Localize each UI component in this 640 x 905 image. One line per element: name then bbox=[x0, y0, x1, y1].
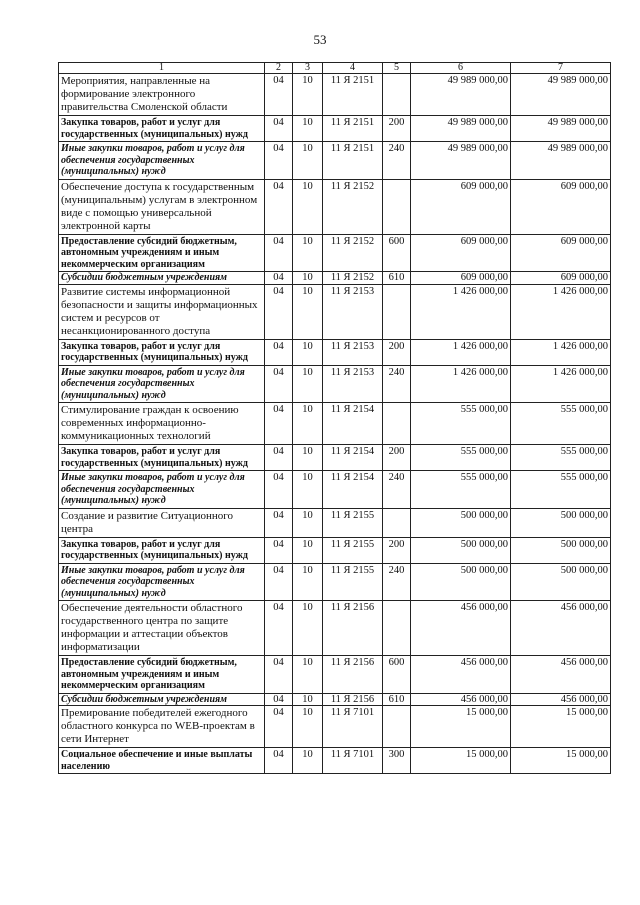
row-description: Развитие системы информационной безопасности и защиты информационных систем и ресурсов от несанкционированного доступа bbox=[59, 284, 265, 339]
row-amount-col6: 15 000,00 bbox=[411, 706, 511, 748]
row-expense-type bbox=[383, 284, 411, 339]
row-target-article: 11 Я 2155 bbox=[323, 537, 383, 563]
row-expense-type bbox=[383, 601, 411, 656]
row-section-code: 04 bbox=[265, 74, 293, 116]
row-description: Обеспечение деятельности областного государственного центра по защите информации и аттестации объектов информатизации bbox=[59, 601, 265, 656]
table-row bbox=[59, 234, 611, 272]
row-subsection-code: 10 bbox=[293, 601, 323, 656]
row-target-article: 11 Я 2152 bbox=[323, 272, 383, 285]
row-section-code: 04 bbox=[265, 656, 293, 694]
row-subsection-code: 10 bbox=[293, 563, 323, 601]
table-row bbox=[59, 508, 611, 537]
row-expense-type: 200 bbox=[383, 537, 411, 563]
row-section-code: 04 bbox=[265, 142, 293, 180]
row-section-code: 04 bbox=[265, 706, 293, 748]
row-subsection-code: 10 bbox=[293, 656, 323, 694]
row-amount-col6: 456 000,00 bbox=[411, 601, 511, 656]
row-subsection-code: 10 bbox=[293, 116, 323, 142]
row-section-code: 04 bbox=[265, 365, 293, 403]
row-target-article: 11 Я 2151 bbox=[323, 116, 383, 142]
row-description: Иные закупки товаров, работ и услуг для обеспечения государственных (муниципальных) нужд bbox=[59, 142, 265, 180]
row-section-code: 04 bbox=[265, 748, 293, 774]
row-amount-col6: 49 989 000,00 bbox=[411, 116, 511, 142]
row-amount-col6: 1 426 000,00 bbox=[411, 365, 511, 403]
table-row bbox=[59, 706, 611, 748]
row-amount-col6: 1 426 000,00 bbox=[411, 339, 511, 365]
row-amount-col7: 555 000,00 bbox=[511, 445, 611, 471]
row-target-article: 11 Я 7101 bbox=[323, 706, 383, 748]
table-row bbox=[59, 116, 611, 142]
row-subsection-code: 10 bbox=[293, 706, 323, 748]
row-subsection-code: 10 bbox=[293, 74, 323, 116]
row-amount-col7: 15 000,00 bbox=[511, 748, 611, 774]
budget-table bbox=[58, 62, 611, 774]
table-row bbox=[59, 142, 611, 180]
row-subsection-code: 10 bbox=[293, 272, 323, 285]
row-description: Субсидии бюджетным учреждениям bbox=[59, 693, 265, 706]
row-amount-col7: 49 989 000,00 bbox=[511, 116, 611, 142]
row-section-code: 04 bbox=[265, 563, 293, 601]
table-row bbox=[59, 339, 611, 365]
row-description: Иные закупки товаров, работ и услуг для обеспечения государственных (муниципальных) нужд bbox=[59, 471, 265, 509]
row-section-code: 04 bbox=[265, 537, 293, 563]
table-row bbox=[59, 537, 611, 563]
column-header-3: 3 bbox=[293, 63, 323, 74]
row-subsection-code: 10 bbox=[293, 234, 323, 272]
row-section-code: 04 bbox=[265, 234, 293, 272]
row-description: Закупка товаров, работ и услуг для государственных (муниципальных) нужд bbox=[59, 445, 265, 471]
table-row bbox=[59, 445, 611, 471]
row-target-article: 11 Я 7101 bbox=[323, 748, 383, 774]
row-amount-col6: 555 000,00 bbox=[411, 403, 511, 445]
column-header-5: 5 bbox=[383, 63, 411, 74]
row-target-article: 11 Я 2152 bbox=[323, 234, 383, 272]
row-section-code: 04 bbox=[265, 284, 293, 339]
table-row bbox=[59, 272, 611, 285]
table-row bbox=[59, 74, 611, 116]
row-expense-type: 240 bbox=[383, 563, 411, 601]
row-target-article: 11 Я 2152 bbox=[323, 179, 383, 234]
row-amount-col6: 555 000,00 bbox=[411, 471, 511, 509]
row-description: Закупка товаров, работ и услуг для государственных (муниципальных) нужд bbox=[59, 339, 265, 365]
row-amount-col6: 555 000,00 bbox=[411, 445, 511, 471]
row-amount-col7: 456 000,00 bbox=[511, 693, 611, 706]
row-subsection-code: 10 bbox=[293, 142, 323, 180]
row-subsection-code: 10 bbox=[293, 179, 323, 234]
row-expense-type: 610 bbox=[383, 272, 411, 285]
row-expense-type: 200 bbox=[383, 339, 411, 365]
row-amount-col7: 555 000,00 bbox=[511, 471, 611, 509]
row-amount-col6: 609 000,00 bbox=[411, 234, 511, 272]
row-expense-type: 600 bbox=[383, 234, 411, 272]
row-description: Обеспечение доступа к государственным (муниципальным) услугам в электронном виде с помощью универсальной электронной карты bbox=[59, 179, 265, 234]
table-row bbox=[59, 179, 611, 234]
table-row bbox=[59, 563, 611, 601]
row-description: Закупка товаров, работ и услуг для государственных (муниципальных) нужд bbox=[59, 116, 265, 142]
row-amount-col6: 500 000,00 bbox=[411, 563, 511, 601]
column-header-7: 7 bbox=[511, 63, 611, 74]
table-body bbox=[59, 63, 611, 774]
column-header-4: 4 bbox=[323, 63, 383, 74]
table-row bbox=[59, 471, 611, 509]
page-number: 53 bbox=[313, 32, 327, 47]
row-amount-col7: 609 000,00 bbox=[511, 272, 611, 285]
row-expense-type bbox=[383, 179, 411, 234]
row-section-code: 04 bbox=[265, 403, 293, 445]
row-amount-col7: 500 000,00 bbox=[511, 537, 611, 563]
column-header-1: 1 bbox=[59, 63, 265, 74]
row-amount-col6: 609 000,00 bbox=[411, 272, 511, 285]
row-amount-col7: 609 000,00 bbox=[511, 179, 611, 234]
row-expense-type: 240 bbox=[383, 471, 411, 509]
row-description: Премирование победителей ежегодного областного конкурса по WEB-проектам в сети Интернет bbox=[59, 706, 265, 748]
row-target-article: 11 Я 2155 bbox=[323, 508, 383, 537]
row-section-code: 04 bbox=[265, 471, 293, 509]
row-description: Стимулирование граждан к освоению современных информационно-коммуникационных технологий bbox=[59, 403, 265, 445]
row-target-article: 11 Я 2154 bbox=[323, 403, 383, 445]
row-subsection-code: 10 bbox=[293, 537, 323, 563]
row-section-code: 04 bbox=[265, 508, 293, 537]
row-expense-type bbox=[383, 74, 411, 116]
row-target-article: 11 Я 2155 bbox=[323, 563, 383, 601]
table-row bbox=[59, 284, 611, 339]
row-subsection-code: 10 bbox=[293, 748, 323, 774]
row-amount-col7: 456 000,00 bbox=[511, 601, 611, 656]
row-amount-col6: 49 989 000,00 bbox=[411, 142, 511, 180]
row-expense-type: 610 bbox=[383, 693, 411, 706]
column-header-6: 6 bbox=[411, 63, 511, 74]
row-amount-col7: 456 000,00 bbox=[511, 656, 611, 694]
row-target-article: 11 Я 2154 bbox=[323, 471, 383, 509]
row-amount-col6: 49 989 000,00 bbox=[411, 74, 511, 116]
row-target-article: 11 Я 2151 bbox=[323, 142, 383, 180]
row-amount-col7: 555 000,00 bbox=[511, 403, 611, 445]
row-target-article: 11 Я 2153 bbox=[323, 339, 383, 365]
row-subsection-code: 10 bbox=[293, 339, 323, 365]
row-description: Создание и развитие Ситуационного центра bbox=[59, 508, 265, 537]
row-subsection-code: 10 bbox=[293, 403, 323, 445]
row-description: Предоставление субсидий бюджетным, автономным учреждениям и иным некоммерческим организациям bbox=[59, 656, 265, 694]
table-row bbox=[59, 693, 611, 706]
row-amount-col7: 1 426 000,00 bbox=[511, 284, 611, 339]
row-target-article: 11 Я 2154 bbox=[323, 445, 383, 471]
row-expense-type bbox=[383, 403, 411, 445]
row-description: Субсидии бюджетным учреждениям bbox=[59, 272, 265, 285]
row-expense-type: 200 bbox=[383, 445, 411, 471]
table-row bbox=[59, 601, 611, 656]
row-section-code: 04 bbox=[265, 272, 293, 285]
row-expense-type: 600 bbox=[383, 656, 411, 694]
row-target-article: 11 Я 2153 bbox=[323, 365, 383, 403]
row-expense-type bbox=[383, 508, 411, 537]
table-row bbox=[59, 365, 611, 403]
row-subsection-code: 10 bbox=[293, 693, 323, 706]
row-target-article: 11 Я 2156 bbox=[323, 656, 383, 694]
table-row bbox=[59, 403, 611, 445]
row-section-code: 04 bbox=[265, 116, 293, 142]
table-row bbox=[59, 656, 611, 694]
row-subsection-code: 10 bbox=[293, 471, 323, 509]
row-subsection-code: 10 bbox=[293, 284, 323, 339]
row-expense-type bbox=[383, 706, 411, 748]
row-expense-type: 240 bbox=[383, 365, 411, 403]
row-amount-col6: 1 426 000,00 bbox=[411, 284, 511, 339]
row-section-code: 04 bbox=[265, 601, 293, 656]
row-expense-type: 240 bbox=[383, 142, 411, 180]
column-header-2: 2 bbox=[265, 63, 293, 74]
row-description: Иные закупки товаров, работ и услуг для обеспечения государственных (муниципальных) нужд bbox=[59, 365, 265, 403]
row-subsection-code: 10 bbox=[293, 365, 323, 403]
table-row bbox=[59, 748, 611, 774]
row-amount-col6: 500 000,00 bbox=[411, 537, 511, 563]
row-target-article: 11 Я 2156 bbox=[323, 693, 383, 706]
row-amount-col6: 456 000,00 bbox=[411, 656, 511, 694]
row-expense-type: 300 bbox=[383, 748, 411, 774]
row-amount-col6: 500 000,00 bbox=[411, 508, 511, 537]
row-amount-col7: 500 000,00 bbox=[511, 563, 611, 601]
row-amount-col7: 1 426 000,00 bbox=[511, 365, 611, 403]
row-target-article: 11 Я 2151 bbox=[323, 74, 383, 116]
row-amount-col7: 609 000,00 bbox=[511, 234, 611, 272]
row-expense-type: 200 bbox=[383, 116, 411, 142]
table-header-row bbox=[59, 63, 611, 74]
row-amount-col6: 456 000,00 bbox=[411, 693, 511, 706]
row-target-article: 11 Я 2156 bbox=[323, 601, 383, 656]
row-target-article: 11 Я 2153 bbox=[323, 284, 383, 339]
row-description: Иные закупки товаров, работ и услуг для обеспечения государственных (муниципальных) нужд bbox=[59, 563, 265, 601]
row-description: Социальное обеспечение и иные выплаты населению bbox=[59, 748, 265, 774]
row-amount-col6: 609 000,00 bbox=[411, 179, 511, 234]
row-subsection-code: 10 bbox=[293, 445, 323, 471]
row-section-code: 04 bbox=[265, 693, 293, 706]
row-section-code: 04 bbox=[265, 339, 293, 365]
row-section-code: 04 bbox=[265, 179, 293, 234]
row-amount-col7: 49 989 000,00 bbox=[511, 74, 611, 116]
row-amount-col7: 1 426 000,00 bbox=[511, 339, 611, 365]
row-amount-col6: 15 000,00 bbox=[411, 748, 511, 774]
row-description: Мероприятия, направленные на формирование электронного правительства Смоленской области bbox=[59, 74, 265, 116]
row-subsection-code: 10 bbox=[293, 508, 323, 537]
row-description: Предоставление субсидий бюджетным, автономным учреждениям и иным некоммерческим организациям bbox=[59, 234, 265, 272]
row-description: Закупка товаров, работ и услуг для государственных (муниципальных) нужд bbox=[59, 537, 265, 563]
row-section-code: 04 bbox=[265, 445, 293, 471]
row-amount-col7: 500 000,00 bbox=[511, 508, 611, 537]
row-amount-col7: 15 000,00 bbox=[511, 706, 611, 748]
row-amount-col7: 49 989 000,00 bbox=[511, 142, 611, 180]
